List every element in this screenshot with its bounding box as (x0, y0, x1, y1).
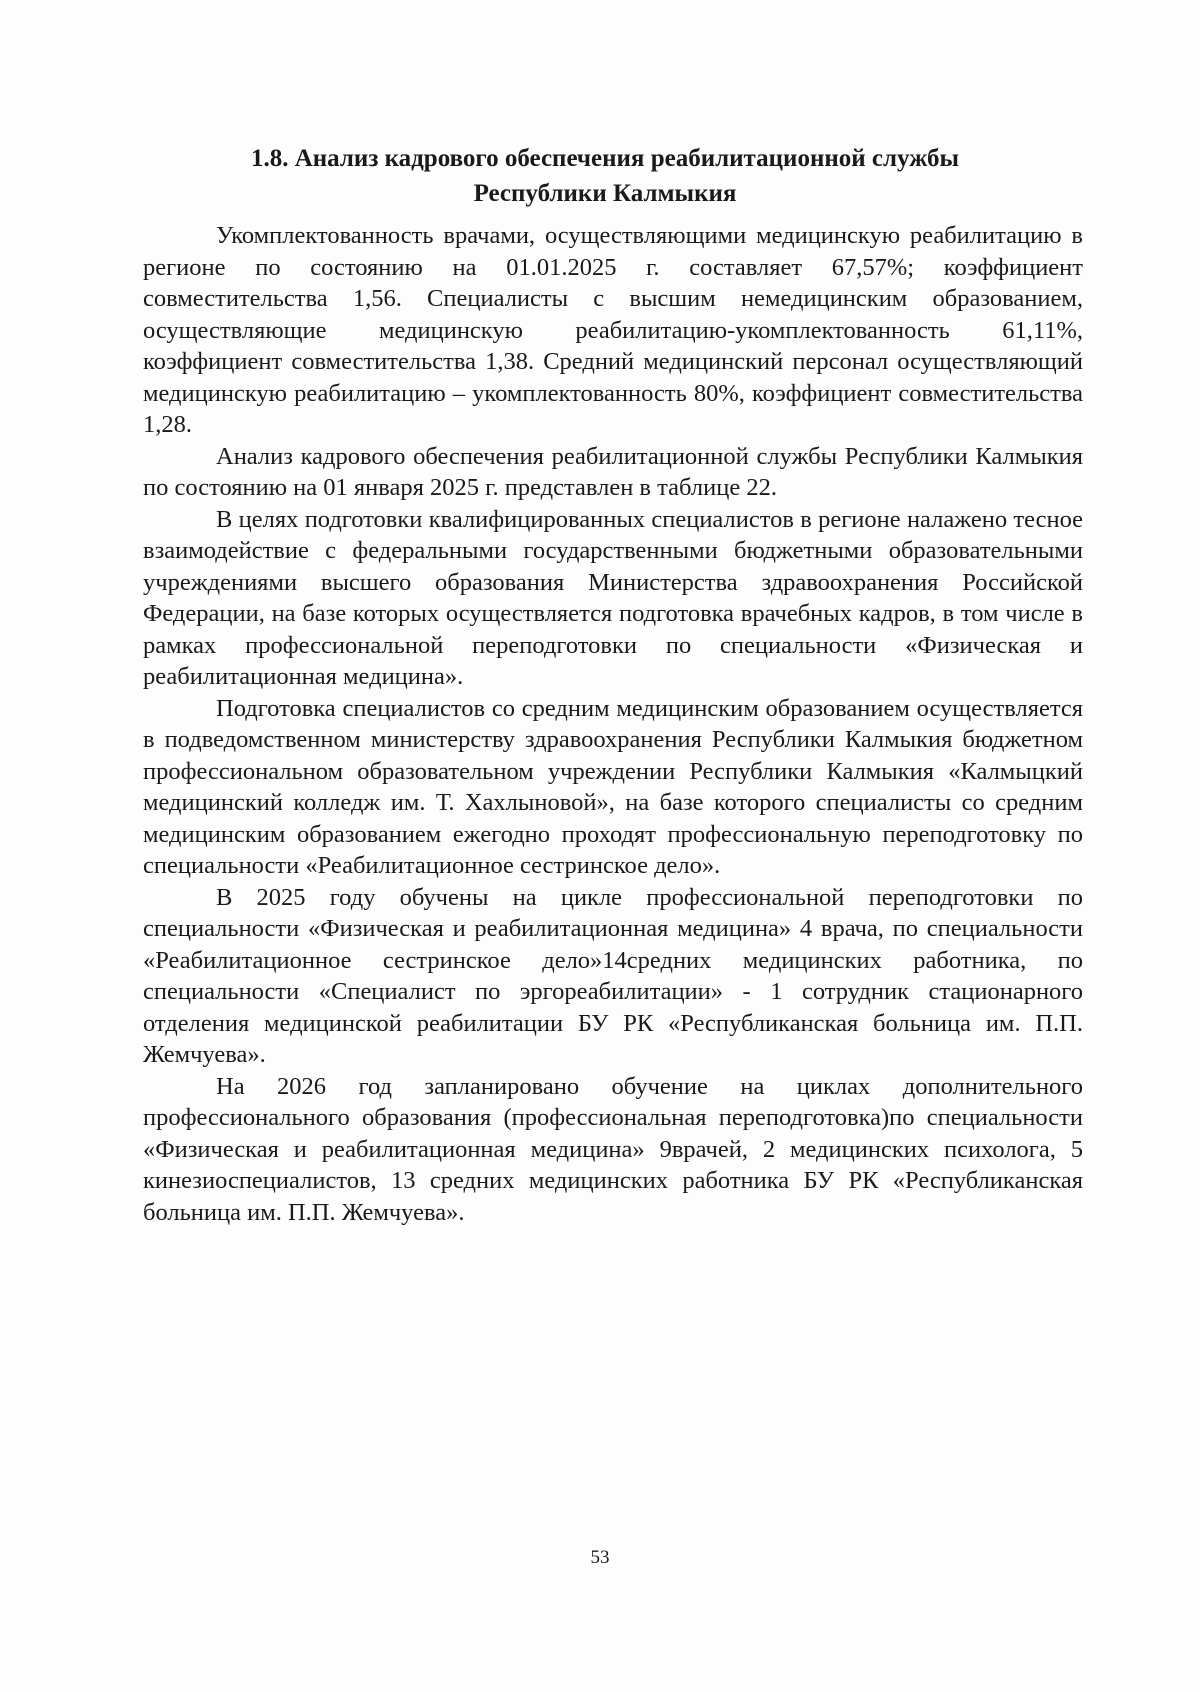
heading-line-1: 1.8. Анализ кадрового обеспечения реабилитационной службы (250, 144, 960, 172)
paragraph-staffing: Укомплектованность врачами, осуществляющими медицинскую реабилитацию в регионе по состоянию на 01.01.2025 г. составляет 67,57%; коэффициент совместительства 1,56. Специалисты с высшим немедицинским образованием, осуществляющие медицинскую реабилитацию-укомплектованность 61,11%, коэффициент совместительства 1,38. Средний медицинский персонал осуществляющий медицинскую реабилитацию – укомплектованность 80%, коэффициент совместительства 1,28. (143, 222, 1083, 438)
paragraph-2026-plans: На 2026 год запланировано обучение на циклах дополнительного профессионального образования (профессиональная переподготовка)по специальности «Физическая и реабилитационная медицина» 9врачей, 2 медицинских психолога, 5 кинезиоспециалистов, 13 средних медицинских работника БУ РК «Республиканская больница им. П.П. Жемчуева». (143, 1072, 1083, 1226)
section-heading (130, 141, 1080, 211)
heading-line-2: Республики Калмыкия (473, 179, 737, 207)
page-number: 53 (590, 1547, 610, 1568)
paragraph-nurse-training: Подготовка специалистов со средним медицинским образованием осуществляется в подведомственном министерству здравоохранения Республики Калмыкия бюджетном профессиональном образовательном учреждении Республики Калмыкия «Калмыцкий медицинский колледж им. Т. Хахлыновой», на базе которого специалисты со средним медицинским образованием ежегодно проходят профессиональную переподготовку по специальности «Реабилитационное сестринское дело». (143, 694, 1083, 879)
paragraph-table-reference: Анализ кадрового обеспечения реабилитационной службы Республики Калмыкия по состоянию на 01 января 2025 г. представлен в таблице 22. (143, 442, 1083, 501)
paragraph-2025-training: В 2025 году обучены на цикле профессиональной переподготовки по специальности «Физическая и реабилитационная медицина» 4 врача, по специальности «Реабилитационное сестринское дело»14средних медицинских работника, по специальности «Специалист по эргореабилитации» - 1 сотрудник стационарного отделения медицинской реабилитации БУ РК «Республиканская больница им. П.П. Жемчуева». (143, 883, 1083, 1068)
body-text (143, 220, 1083, 1228)
paragraph-physician-training: В целях подготовки квалифицированных специалистов в регионе налажено тесное взаимодействие с федеральными государственными бюджетными образовательными учреждениями высшего образования Министерства здравоохранения Российской Федерации, на базе которых осуществляется подготовка врачебных кадров, в том числе в рамках профессиональной переподготовки по специальности «Физическая и реабилитационная медицина». (143, 505, 1083, 690)
